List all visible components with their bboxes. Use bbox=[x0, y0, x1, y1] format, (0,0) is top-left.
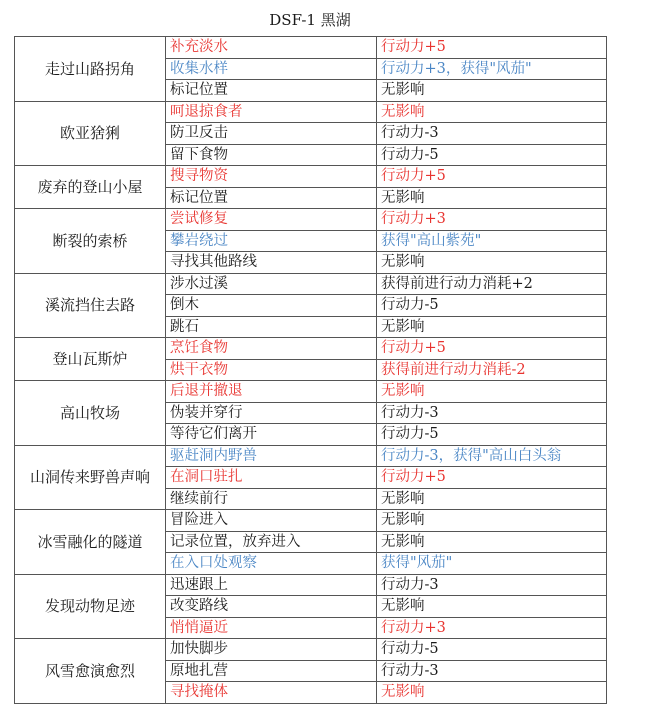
table-row bbox=[15, 639, 607, 661]
event-name-cell: 断裂的索桥 bbox=[15, 209, 166, 274]
option-result-cell: 行动力-5 bbox=[377, 144, 607, 166]
table-row bbox=[15, 445, 607, 467]
option-result-cell: 行动力-5 bbox=[377, 639, 607, 661]
option-action-cell: 冒险进入 bbox=[166, 510, 377, 532]
option-action-cell: 留下食物 bbox=[166, 144, 377, 166]
table-row bbox=[15, 101, 607, 123]
option-action-cell: 寻找掩体 bbox=[166, 682, 377, 704]
option-result-cell: 无影响 bbox=[377, 252, 607, 274]
table-row bbox=[15, 381, 607, 403]
option-action-cell: 烘干衣物 bbox=[166, 359, 377, 381]
option-action-cell: 驱赶洞内野兽 bbox=[166, 445, 377, 467]
option-result-cell: 无影响 bbox=[377, 101, 607, 123]
option-result-cell: 获得前进行动力消耗+2 bbox=[377, 273, 607, 295]
option-action-cell: 改变路线 bbox=[166, 596, 377, 618]
option-result-cell: 无影响 bbox=[377, 682, 607, 704]
option-result-cell: 行动力-5 bbox=[377, 424, 607, 446]
option-result-cell: 无影响 bbox=[377, 596, 607, 618]
option-action-cell: 跳石 bbox=[166, 316, 377, 338]
option-action-cell: 等待它们离开 bbox=[166, 424, 377, 446]
option-action-cell: 伪装并穿行 bbox=[166, 402, 377, 424]
table-row bbox=[15, 338, 607, 360]
option-action-cell: 后退并撤退 bbox=[166, 381, 377, 403]
option-result-cell: 无影响 bbox=[377, 187, 607, 209]
option-action-cell: 标记位置 bbox=[166, 187, 377, 209]
option-action-cell: 收集水样 bbox=[166, 58, 377, 80]
option-action-cell: 在洞口驻扎 bbox=[166, 467, 377, 489]
option-result-cell: 行动力+3，获得"风茄" bbox=[377, 58, 607, 80]
option-result-cell: 行动力+5 bbox=[377, 338, 607, 360]
option-result-cell: 无影响 bbox=[377, 531, 607, 553]
event-name-cell: 风雪愈演愈烈 bbox=[15, 639, 166, 704]
option-action-cell: 搜寻物资 bbox=[166, 166, 377, 188]
event-name-cell: 登山瓦斯炉 bbox=[15, 338, 166, 381]
option-result-cell: 行动力+3 bbox=[377, 209, 607, 231]
table-title: DSF-1 黑湖 bbox=[269, 11, 351, 29]
option-result-cell: 获得"高山紫苑" bbox=[377, 230, 607, 252]
event-table bbox=[14, 36, 607, 704]
event-name-cell: 走过山路拐角 bbox=[15, 37, 166, 102]
option-action-cell: 倒木 bbox=[166, 295, 377, 317]
option-action-cell: 尝试修复 bbox=[166, 209, 377, 231]
option-action-cell: 悄悄逼近 bbox=[166, 617, 377, 639]
option-result-cell: 无影响 bbox=[377, 80, 607, 102]
option-action-cell: 记录位置，放弃进入 bbox=[166, 531, 377, 553]
event-name-cell: 欧亚猞猁 bbox=[15, 101, 166, 166]
option-action-cell: 烹饪食物 bbox=[166, 338, 377, 360]
event-name-cell: 发现动物足迹 bbox=[15, 574, 166, 639]
option-result-cell: 获得前进行动力消耗-2 bbox=[377, 359, 607, 381]
option-result-cell: 行动力+5 bbox=[377, 467, 607, 489]
event-name-cell: 山洞传来野兽声响 bbox=[15, 445, 166, 510]
option-result-cell: 无影响 bbox=[377, 510, 607, 532]
option-action-cell: 呵退掠食者 bbox=[166, 101, 377, 123]
table-row bbox=[15, 510, 607, 532]
option-result-cell: 行动力-5 bbox=[377, 295, 607, 317]
option-action-cell: 迅速跟上 bbox=[166, 574, 377, 596]
option-action-cell: 在入口处观察 bbox=[166, 553, 377, 575]
option-result-cell: 行动力-3 bbox=[377, 574, 607, 596]
option-action-cell: 攀岩绕过 bbox=[166, 230, 377, 252]
event-name-cell: 高山牧场 bbox=[15, 381, 166, 446]
table-row bbox=[15, 166, 607, 188]
option-action-cell: 原地扎营 bbox=[166, 660, 377, 682]
option-action-cell: 继续前行 bbox=[166, 488, 377, 510]
option-result-cell: 行动力-3，获得"高山白头翁 bbox=[377, 445, 607, 467]
event-name-cell: 废弃的登山小屋 bbox=[15, 166, 166, 209]
event-name-cell: 溪流挡住去路 bbox=[15, 273, 166, 338]
option-action-cell: 寻找其他路线 bbox=[166, 252, 377, 274]
option-result-cell: 行动力+5 bbox=[377, 166, 607, 188]
option-action-cell: 加快脚步 bbox=[166, 639, 377, 661]
table-row bbox=[15, 37, 607, 59]
option-result-cell: 无影响 bbox=[377, 488, 607, 510]
option-result-cell: 行动力-3 bbox=[377, 660, 607, 682]
option-result-cell: 行动力+3 bbox=[377, 617, 607, 639]
option-action-cell: 标记位置 bbox=[166, 80, 377, 102]
option-result-cell: 无影响 bbox=[377, 316, 607, 338]
option-action-cell: 涉水过溪 bbox=[166, 273, 377, 295]
option-action-cell: 补充淡水 bbox=[166, 37, 377, 59]
option-result-cell: 行动力-3 bbox=[377, 123, 607, 145]
option-result-cell: 行动力+5 bbox=[377, 37, 607, 59]
table-row bbox=[15, 209, 607, 231]
option-result-cell: 行动力-3 bbox=[377, 402, 607, 424]
table-row bbox=[15, 273, 607, 295]
table-row bbox=[15, 574, 607, 596]
option-result-cell: 获得"风茄" bbox=[377, 553, 607, 575]
option-result-cell: 无影响 bbox=[377, 381, 607, 403]
event-name-cell: 冰雪融化的隧道 bbox=[15, 510, 166, 575]
option-action-cell: 防卫反击 bbox=[166, 123, 377, 145]
event-table-body bbox=[15, 37, 607, 704]
